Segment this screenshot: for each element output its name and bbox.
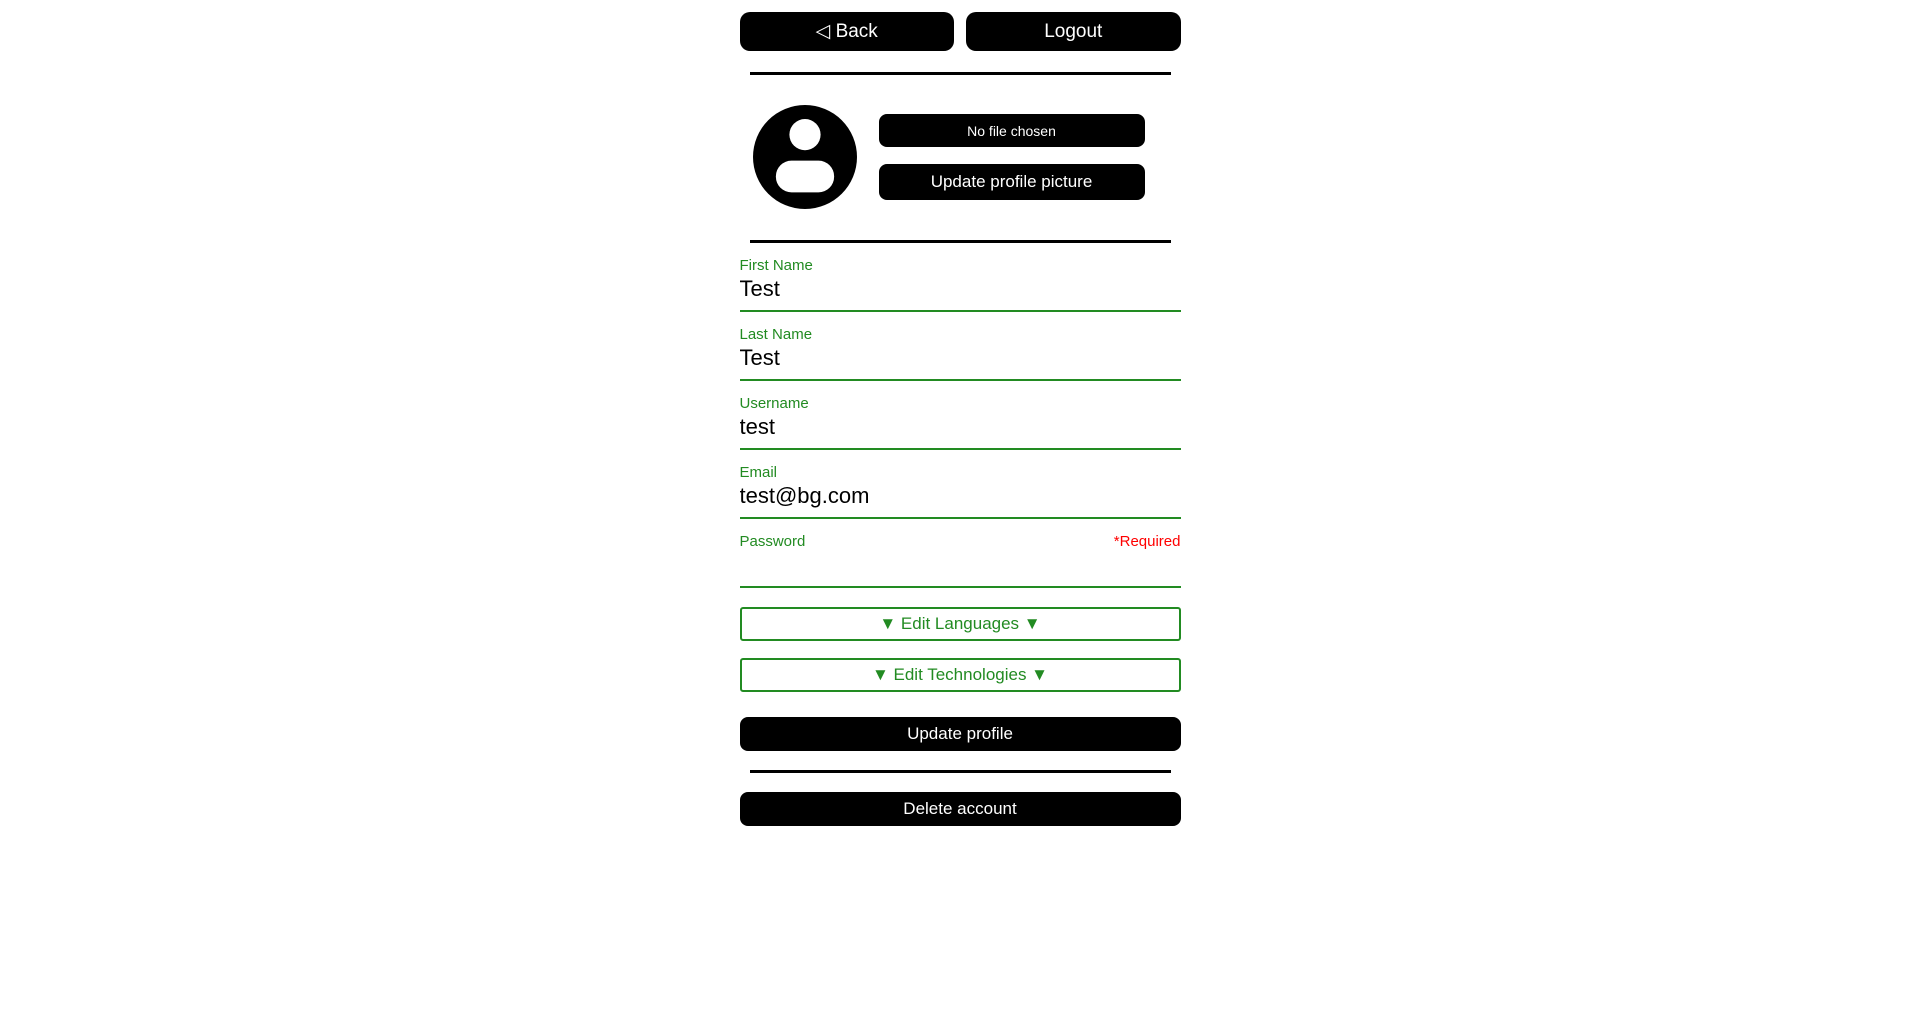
divider [750,770,1171,773]
logout-button[interactable]: Logout [966,12,1181,51]
divider [750,240,1171,243]
first-name-input[interactable] [740,274,1181,310]
field-password [740,533,1181,588]
file-input-status[interactable]: No file chosen [879,114,1145,147]
update-profile-button[interactable]: Update profile [740,717,1181,751]
last-name-label: Last Name [739,326,813,343]
email-label: Email [739,464,778,481]
password-label-row [740,533,1181,550]
top-button-row [740,12,1181,51]
field-username [740,395,1181,450]
field-first-name [740,257,1181,312]
edit-languages-button[interactable]: ▼ Edit Languages ▼ [740,607,1181,641]
password-label: Password [739,533,806,550]
username-input[interactable] [740,412,1181,448]
content-column [740,0,1181,826]
required-note: *Required [1113,533,1181,550]
update-picture-button[interactable]: Update profile picture [879,164,1145,200]
first-name-label: First Name [739,257,813,274]
last-name-input[interactable] [740,343,1181,379]
person-avatar-icon [752,105,858,209]
field-last-name [740,326,1181,381]
field-email [740,464,1181,519]
picture-controls [879,114,1145,200]
back-button[interactable]: ◁ Back [740,12,955,51]
email-input[interactable] [740,481,1181,517]
delete-account-button[interactable]: Delete account [740,792,1181,826]
profile-picture-section [740,105,1181,209]
username-label: Username [739,395,809,412]
password-input[interactable] [740,550,1181,586]
divider [750,72,1171,75]
edit-technologies-button[interactable]: ▼ Edit Technologies ▼ [740,658,1181,692]
